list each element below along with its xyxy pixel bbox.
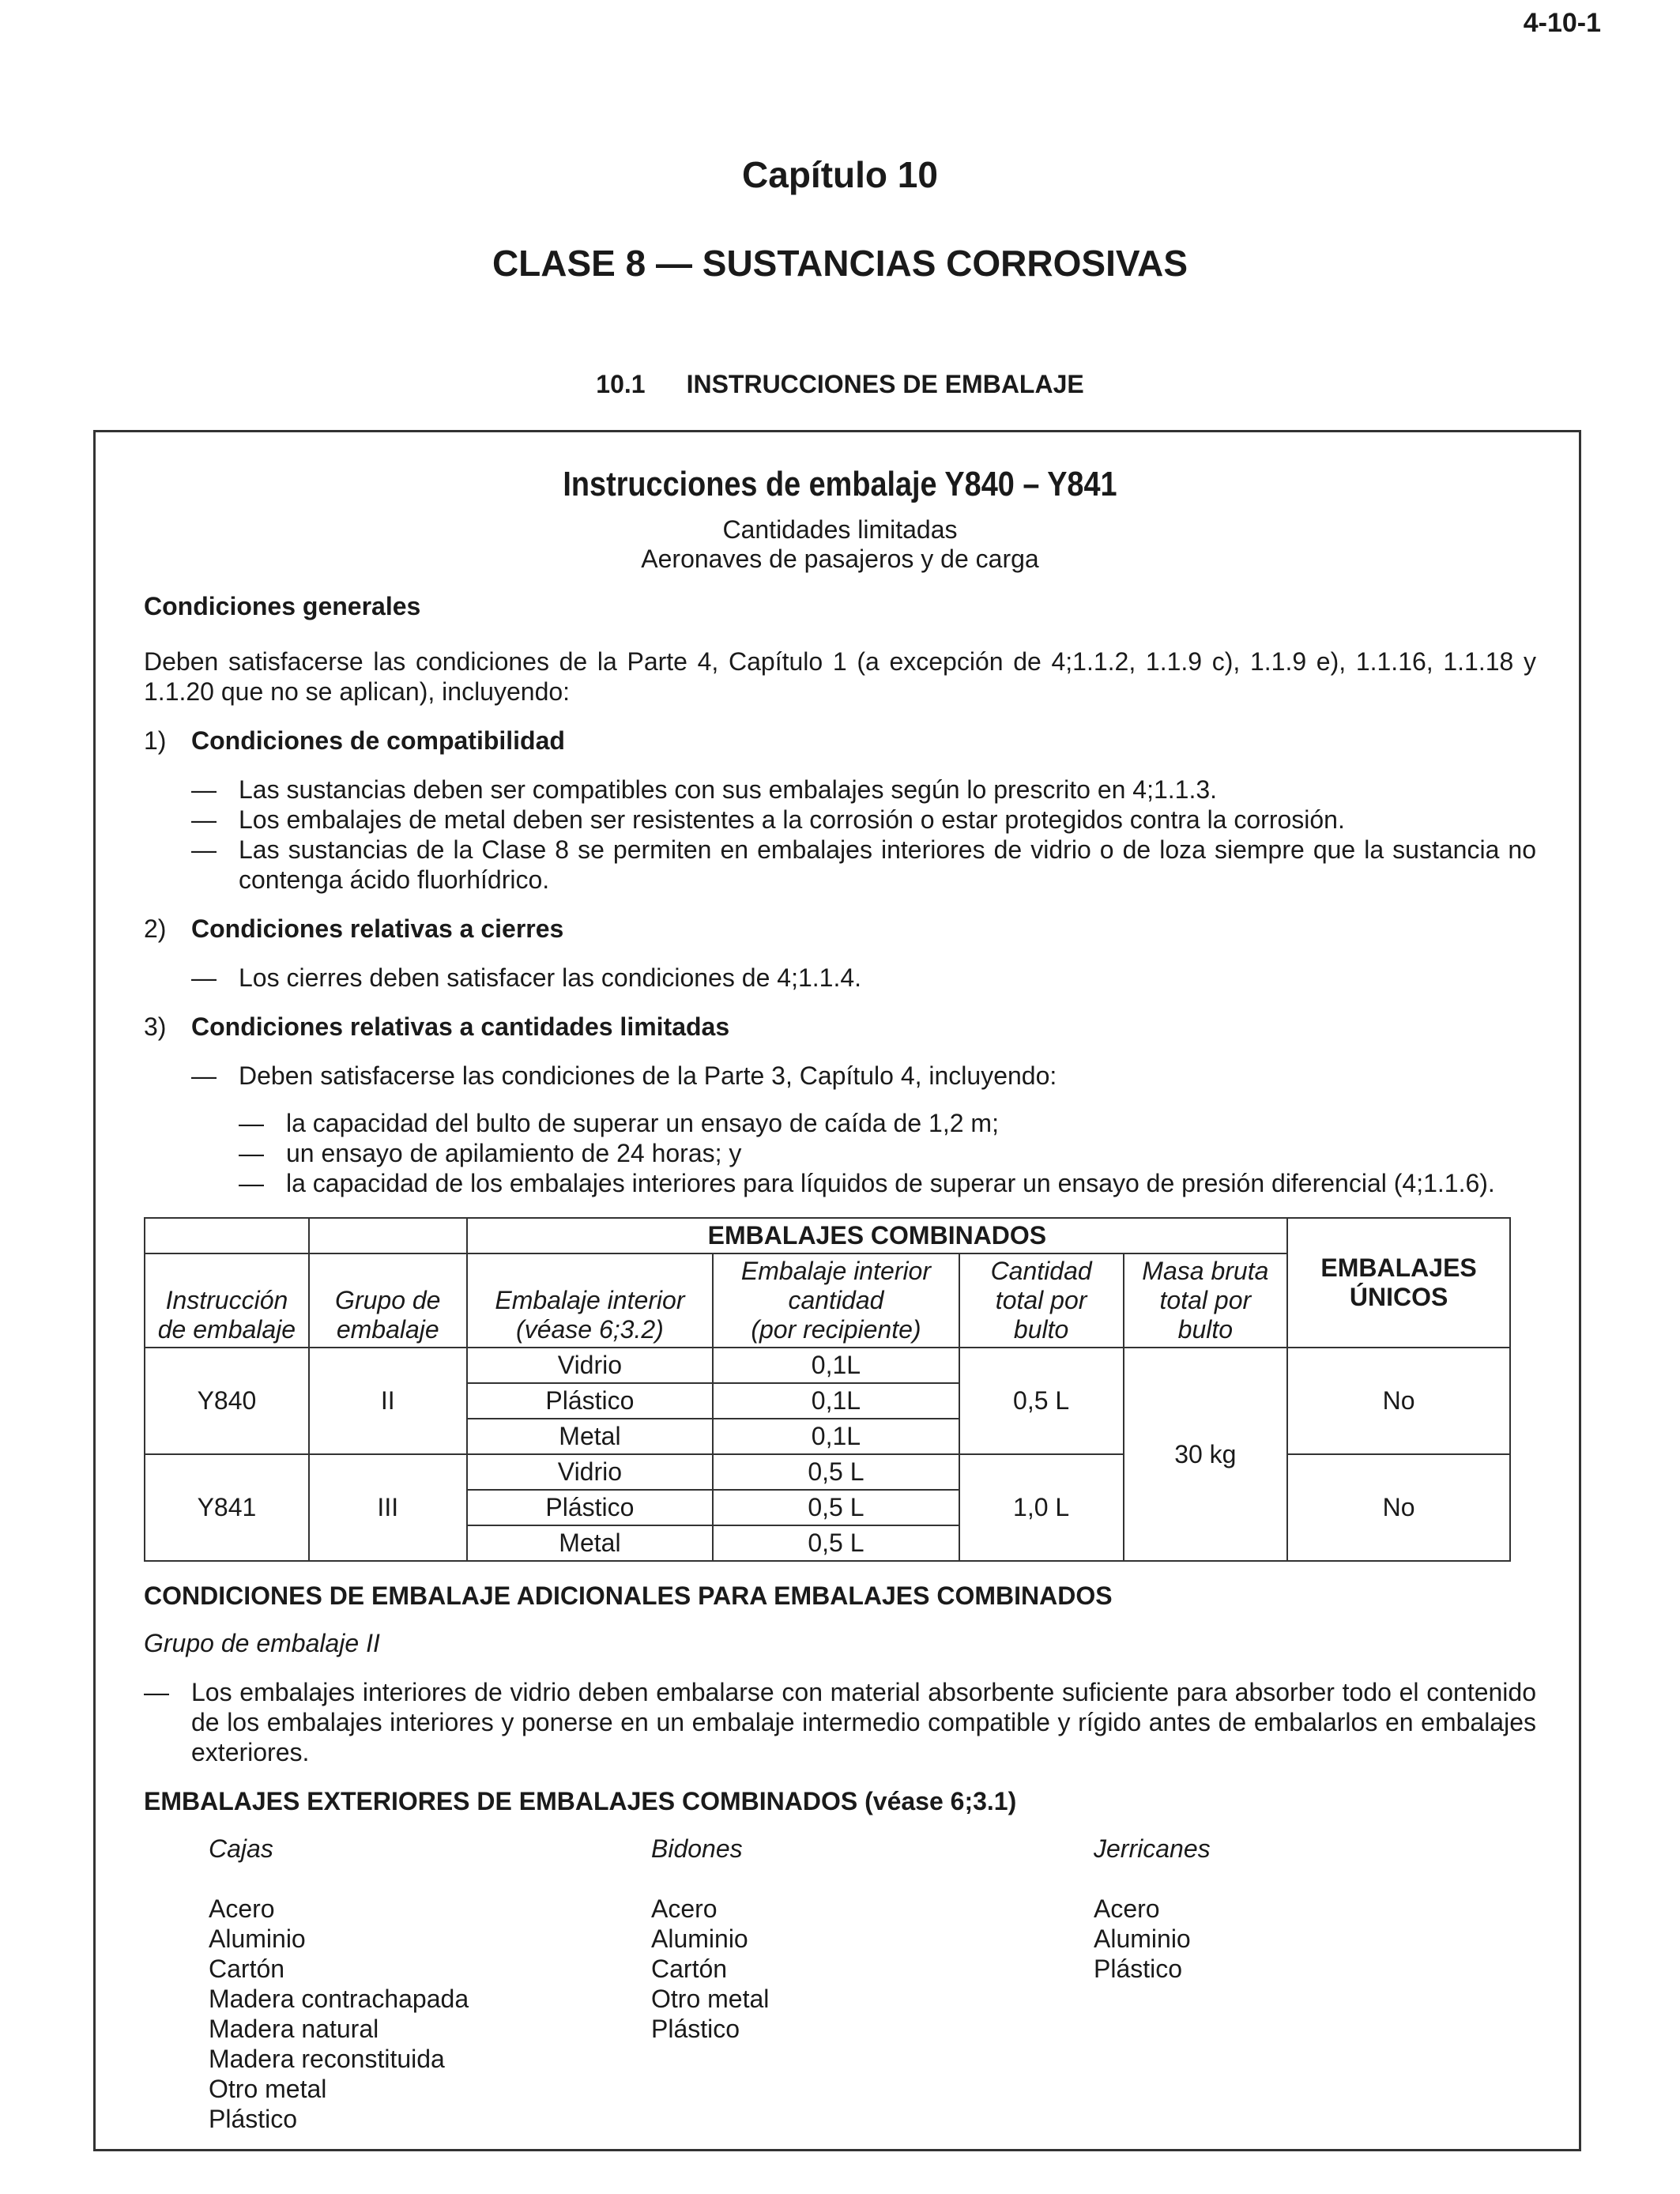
cell-single: No: [1287, 1348, 1510, 1454]
list-item: Plástico: [651, 2015, 740, 2043]
dash: —: [191, 805, 217, 834]
cell-total: 0,5 L: [959, 1348, 1124, 1454]
column-jerricanes: [1094, 1834, 1536, 2134]
cell-qty: 0,5 L: [713, 1490, 959, 1525]
list-item-text: un ensayo de apilamiento de 24 horas; y: [286, 1139, 742, 1167]
section-3-title: Condiciones relativas a cantidades limitadas: [191, 1012, 730, 1041]
list-item: Acero: [651, 1894, 718, 1923]
instruction-box: [144, 465, 1536, 2134]
list-item: [191, 775, 1536, 805]
dash: —: [191, 963, 217, 992]
packing-table: [144, 1217, 1511, 1562]
header-text: bulto: [1177, 1315, 1234, 1344]
cell-group: III: [309, 1454, 467, 1561]
cell-qty: 0,1L: [713, 1383, 959, 1419]
outer-packaging-heading: EMBALAJES EXTERIORES DE EMBALAJES COMBINADOS (véase 6;3.1): [144, 1787, 1017, 1815]
header-text: embalaje: [336, 1315, 439, 1344]
column-cajas: [209, 1834, 651, 2134]
cell-inner: Metal: [467, 1419, 714, 1454]
packing-group-label: Grupo de embalaje II: [144, 1629, 380, 1657]
box-title: Instrucciones de embalaje Y840 – Y841: [563, 465, 1117, 503]
header-text: Embalaje interior: [495, 1286, 685, 1314]
additional-condition-text: Los embalajes interiores de vidrio deben embalarse con material absorbente suficiente para absorber todo el contenido de los embalajes interiores y ponerse en un embalaje intermedio compatible y rígido antes de embalarlos en embalajes exteriores.: [191, 1678, 1536, 1766]
header-text: total por: [995, 1286, 1087, 1314]
section-1-heading: [144, 726, 1536, 756]
list-item: Madera natural: [209, 2015, 379, 2043]
single-header: [1287, 1218, 1510, 1348]
cell-qty: 0,5 L: [713, 1525, 959, 1561]
section-3-number: 3): [144, 1012, 167, 1041]
section-number: 10.1: [596, 370, 646, 398]
single-header-line-1: EMBALAJES: [1320, 1253, 1477, 1282]
list-item: Plástico: [1094, 1955, 1183, 1983]
list-item: Acero: [1094, 1894, 1160, 1923]
header-quantity: [713, 1253, 959, 1348]
table-row: [145, 1348, 1510, 1383]
list-item-text: Deben satisfacerse las condiciones de la Parte 3, Capítulo 4, incluyendo:: [239, 1061, 1057, 1090]
list-item-text: Los cierres deben satisfacer las condiciones de 4;1.1.4.: [239, 963, 862, 992]
dash: —: [239, 1139, 264, 1167]
header-text: Cantidad: [990, 1257, 1092, 1285]
dash: —: [191, 835, 217, 864]
section-2-list: [144, 963, 1536, 993]
section-title: INSTRUCCIONES DE EMBALAJE: [686, 370, 1084, 398]
combined-header: EMBALAJES COMBINADOS: [467, 1218, 1287, 1253]
list-item: Aluminio: [651, 1924, 748, 1953]
column-bidones: [651, 1834, 1094, 2134]
section-1-title: Condiciones de compatibilidad: [191, 726, 565, 755]
section-1-number: 1): [144, 726, 167, 755]
list-item-text: la capacidad de los embalajes interiores para líquidos de superar un ensayo de presión diferencial (4;1.1.6).: [286, 1169, 1495, 1197]
dash: —: [239, 1109, 264, 1137]
dash: —: [144, 1678, 169, 1706]
dash: —: [191, 775, 217, 804]
list-item: Acero: [209, 1894, 275, 1923]
list-item-text: Las sustancias de la Clase 8 se permiten en embalajes interiores de vidrio o de loza siempre que la sustancia no contenga ácido fluorhídrico.: [239, 835, 1536, 894]
list-item: Aluminio: [1094, 1924, 1191, 1953]
list-item: [239, 1108, 1536, 1138]
section-3-sublist: [144, 1108, 1536, 1198]
dash: —: [191, 1061, 217, 1090]
cell-inner: Vidrio: [467, 1348, 714, 1383]
header-text: Embalaje interior: [740, 1257, 931, 1285]
section-1-list: [144, 775, 1536, 895]
column-heading: Bidones: [651, 1834, 743, 1863]
cell-inner: Vidrio: [467, 1454, 714, 1490]
header-instruction: [145, 1253, 309, 1348]
header-text: bulto: [1013, 1315, 1069, 1344]
section-heading: [0, 370, 1680, 399]
column-heading: Jerricanes: [1094, 1834, 1211, 1863]
cell-total: 1,0 L: [959, 1454, 1124, 1561]
header-inner: [467, 1253, 714, 1348]
dash: —: [239, 1169, 264, 1197]
cell-qty: 0,5 L: [713, 1454, 959, 1490]
cell-group: II: [309, 1348, 467, 1454]
additional-conditions-heading: CONDICIONES DE EMBALAJE ADICIONALES PARA EMBALAJES COMBINADOS: [144, 1581, 1113, 1610]
cell-qty: 0,1L: [713, 1419, 959, 1454]
list-item: Plástico: [209, 2105, 298, 2133]
header-text: Masa bruta: [1142, 1257, 1269, 1285]
list-item: Madera contrachapada: [209, 1985, 469, 2013]
cell-instruction: Y840: [145, 1348, 309, 1454]
section-2-heading: [144, 914, 1536, 944]
header-text: Grupo de: [335, 1286, 441, 1314]
list-item-text: la capacidad del bulto de superar un ensayo de caída de 1,2 m;: [286, 1109, 999, 1137]
list-item: Otro metal: [209, 2075, 327, 2103]
section-3-heading: [144, 1012, 1536, 1042]
list-item: Cartón: [209, 1955, 285, 1983]
header-text: total por: [1159, 1286, 1252, 1314]
chapter-title: Capítulo 10: [742, 154, 938, 195]
list-item: Cartón: [651, 1955, 728, 1983]
cell-single: No: [1287, 1454, 1510, 1561]
list-item: Otro metal: [651, 1985, 770, 2013]
class-title: CLASE 8 — SUSTANCIAS CORROSIVAS: [492, 243, 1188, 284]
cell-qty: 0,1L: [713, 1348, 959, 1383]
list-item: [239, 1138, 1536, 1168]
outer-packaging-columns: [144, 1834, 1536, 2134]
section-2-number: 2): [144, 914, 167, 943]
header-mass: [1124, 1253, 1288, 1348]
list-item: Aluminio: [209, 1924, 306, 1953]
list-item-text: Los embalajes de metal deben ser resistentes a la corrosión o estar protegidos contra la corrosión.: [239, 805, 1345, 834]
cell-inner: Plástico: [467, 1490, 714, 1525]
list-item: [239, 1168, 1536, 1198]
list-item: [191, 1061, 1536, 1091]
cell-inner: Plástico: [467, 1383, 714, 1419]
header-group: [309, 1253, 467, 1348]
list-item: [191, 835, 1536, 895]
header-text: (por recipiente): [751, 1315, 921, 1344]
header-text: Instrucción: [165, 1286, 288, 1314]
header-text: (véase 6;3.2): [516, 1315, 664, 1344]
additional-condition-item: [144, 1677, 1536, 1767]
section-2-title: Condiciones relativas a cierres: [191, 914, 564, 943]
box-subtitle-1: Cantidades limitadas: [722, 515, 958, 544]
single-header-line-2: ÚNICOS: [1349, 1283, 1448, 1311]
page-number: 4-10-1: [1523, 8, 1601, 38]
general-conditions-text: Deben satisfacerse las condiciones de la Parte 4, Capítulo 1 (a excepción de 4;1.1.2, 1.1.9 c), 1.1.9 e), 1.1.16, 1.1.18 y 1.1.20 que no se aplican), incluyendo:: [144, 647, 1536, 706]
general-conditions-label: Condiciones generales: [144, 592, 421, 620]
header-text: de embalaje: [157, 1315, 296, 1344]
cell-instruction: Y841: [145, 1454, 309, 1561]
header-text: cantidad: [788, 1286, 884, 1314]
cell-inner: Metal: [467, 1525, 714, 1561]
list-item: [191, 963, 1536, 993]
box-subtitle-2: Aeronaves de pasajeros y de carga: [641, 545, 1039, 573]
list-item: [191, 805, 1536, 835]
column-heading: Cajas: [209, 1834, 273, 1863]
cell-mass: 30 kg: [1124, 1348, 1288, 1561]
list-item-text: Las sustancias deben ser compatibles con sus embalajes según lo prescrito en 4;1.1.3.: [239, 775, 1218, 804]
section-3-list: [144, 1061, 1536, 1091]
table-row: [145, 1454, 1510, 1490]
list-item: Madera reconstituida: [209, 2045, 445, 2073]
header-total: [959, 1253, 1124, 1348]
